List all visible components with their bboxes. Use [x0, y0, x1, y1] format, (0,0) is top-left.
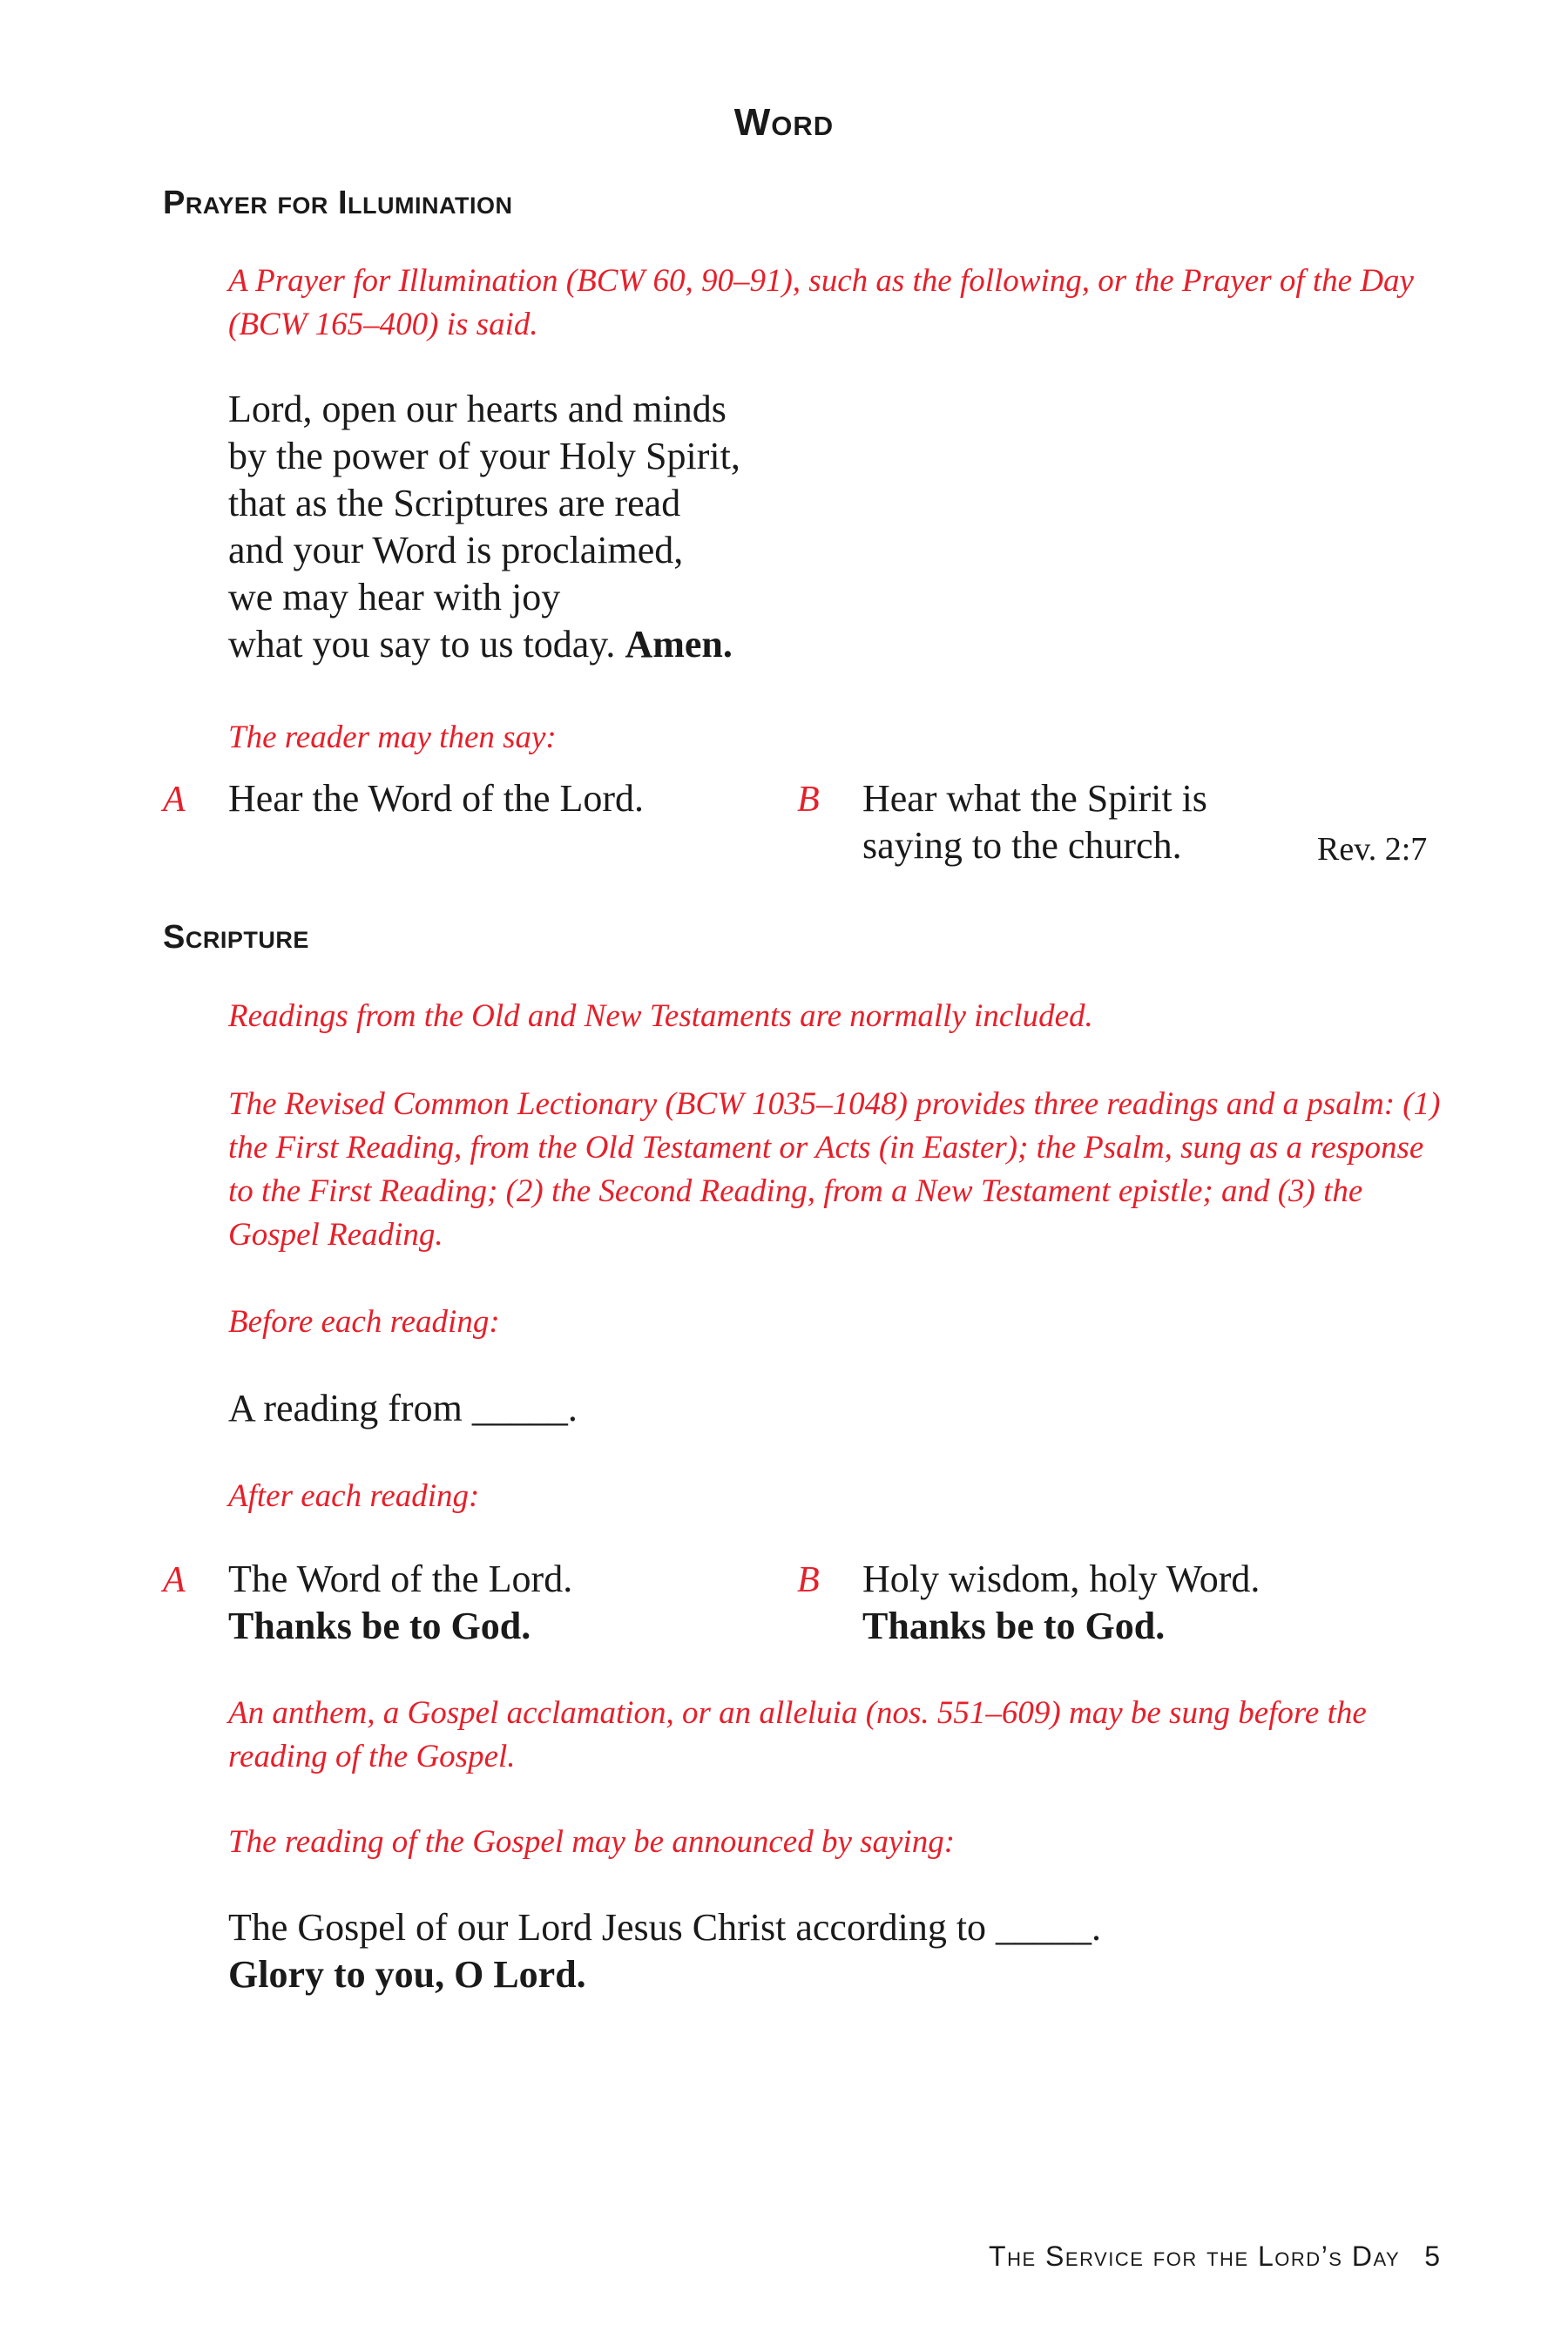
- page-title: Word: [733, 101, 835, 144]
- scripture-heading: Scripture: [163, 919, 309, 956]
- after-a-letter: A: [163, 1560, 186, 1600]
- amen: Amen.: [625, 623, 733, 666]
- prayer-line: by the power of your Holy Spirit,: [228, 435, 740, 477]
- scripture-rubric-2: The Revised Common Lectionary (BCW 1035–1048) provides three readings and a psalm: (1) the First Reading, from the Old Testament or Acts (in Easter); the Psalm, sung as a response to the First Reading; (2) the Second Reading, from a New Testament epistle; and (3) the Gospel Reading.: [228, 1086, 1441, 1253]
- gospel-line: The Gospel of our Lord Jesus Christ according to _____.: [228, 1906, 1102, 1949]
- scripture-rubric-1: Readings from the Old and New Testaments are normally included.: [228, 998, 1093, 1034]
- before-reading-rubric: Before each reading:: [228, 1304, 500, 1340]
- prayer-for-illumination-heading: Prayer for Illumination: [163, 185, 513, 221]
- after-b-text: [862, 1556, 1260, 1650]
- after-b-response: Thanks be to God.: [862, 1605, 1166, 1647]
- after-b-line: Holy wisdom, holy Word.: [862, 1558, 1260, 1600]
- prayer-line-text: what you say to us today.: [228, 623, 616, 666]
- prayer-rubric: A Prayer for Illumination (BCW 60, 90–91), such as the following, or the Prayer of the Day (BCW 165–400) is said.: [228, 263, 1414, 342]
- option-b-line: Hear what the Spirit is: [862, 777, 1207, 820]
- after-reading-rubric: After each reading:: [228, 1478, 480, 1514]
- reading-from-line: A reading from _____.: [228, 1387, 578, 1429]
- option-a-letter: A: [163, 780, 186, 820]
- prayer-line: we may hear with joy: [228, 576, 561, 618]
- gospel-rubric: The reading of the Gospel may be announced by saying:: [228, 1824, 956, 1860]
- after-a-line: The Word of the Lord.: [228, 1558, 573, 1600]
- prayer-line: Lord, open our hearts and minds: [228, 388, 727, 430]
- after-a-text: [228, 1556, 572, 1650]
- anthem-rubric: An anthem, a Gospel acclamation, or an alleluia (nos. 551–609) may be sung before the reading of the Gospel.: [228, 1695, 1367, 1774]
- scripture-citation: Rev. 2:7: [1317, 831, 1428, 868]
- after-b-letter: B: [797, 1560, 820, 1600]
- reader-rubric: The reader may then say:: [228, 720, 557, 755]
- prayer-line: that as the Scriptures are read: [228, 482, 681, 524]
- option-b-text: [862, 775, 1207, 869]
- illumination-prayer: [228, 386, 1448, 668]
- page-footer: [989, 2240, 1440, 2273]
- option-b-letter: B: [797, 780, 820, 820]
- prayer-line: and your Word is proclaimed,: [228, 529, 684, 571]
- page-number: 5: [1424, 2240, 1440, 2272]
- after-a-response: Thanks be to God.: [228, 1605, 531, 1647]
- prayer-line-final: [228, 621, 1448, 668]
- gospel-response: Glory to you, O Lord.: [228, 1953, 586, 1996]
- option-a-text: Hear the Word of the Lord.: [228, 777, 645, 820]
- option-b-line: saying to the church.: [862, 824, 1182, 867]
- footer-title: The Service for the Lord’s Day: [989, 2240, 1401, 2272]
- gospel-announcement: [228, 1904, 1448, 1998]
